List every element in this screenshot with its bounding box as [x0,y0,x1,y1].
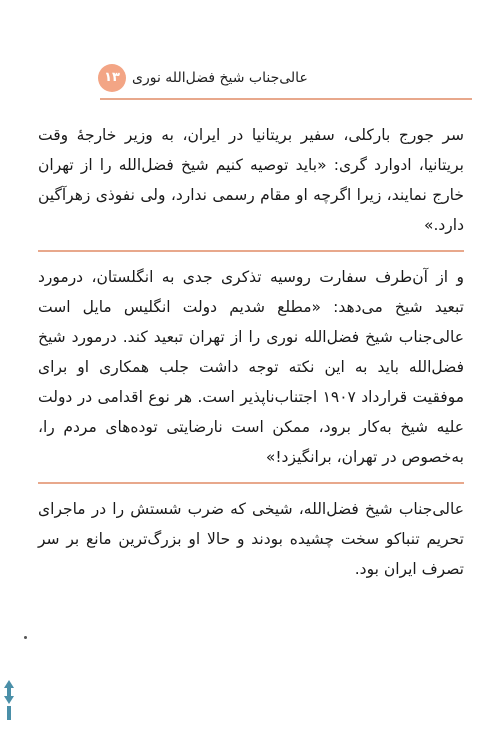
page-body [38,120,464,594]
publisher-logo-icon [2,678,16,722]
page-number-badge: ۱۳ [98,64,126,92]
page-header [0,60,500,104]
paragraph-1: سر جورج بارکلی، سفیر بریتانیا در ایران، به وزیر خارجهٔ وقت بریتانیا، ادوارد گری: «باید توصیه کنیم شیخ فضل‌الله را از تهران خارج نمایند، زیرا اگرچه او مقام رسمی ندارد، ولی نفوذی زهرآگین دارد.» [38,126,464,234]
paragraph-divider [38,482,464,484]
header-divider [100,98,472,100]
paragraph-divider [38,250,464,252]
page-speck [24,636,27,639]
paragraph-3: عالی‌جناب شیخ فضل‌الله، شیخی که ضرب شستش را در ماجرای تحریم تنباکو سخت چشیده بودند و حالا او بزرگ‌ترین مانع بر سر تصرف ایران بود. [38,500,464,578]
paragraph-2: و از آن‌طرف سفارت روسیه تذکری جدی به انگلستان، درمورد تبعید شیخ می‌دهد: «مطلع شدیم دولت انگلیس مایل است عالی‌جناب شیخ فضل‌الله نوری را از تهران تبعید کند. درمورد شیخ فضل‌الله باید به این نکته توجه داشت جلب همکاری او برای موفقیت قرارداد ۱۹۰۷ اجتناب‌ناپذیر است. هر نوع اقدامی در دولت علیه شیخ به‌کار برود، ممکن است نارضایتی توده‌های مردم را، به‌خصوص در تهران، برانگیزد!» [38,268,464,466]
running-title: عالی‌جناب شیخ فضل‌الله نوری [132,70,308,86]
